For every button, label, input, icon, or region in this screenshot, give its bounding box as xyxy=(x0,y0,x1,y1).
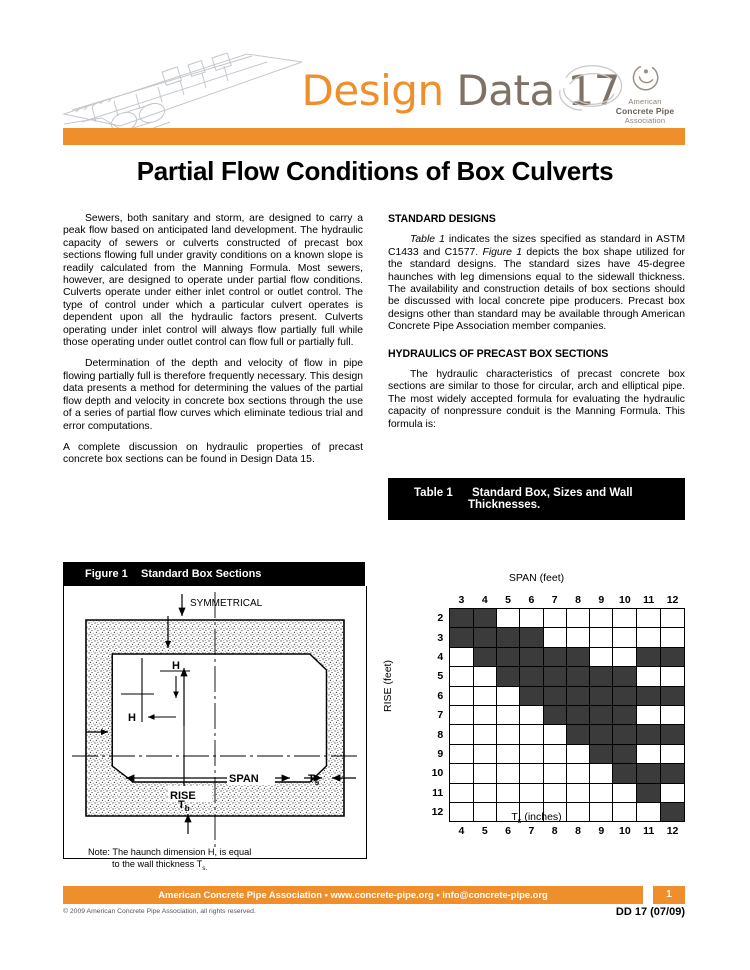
grid-cell-r8-s3 xyxy=(450,725,473,744)
table-row xyxy=(424,686,685,705)
grid-cell-r5-s9 xyxy=(590,667,613,686)
rise-tick-3: 3 xyxy=(437,631,444,644)
grid-cell-r10-s3 xyxy=(450,764,473,783)
ts-tick-2: 6 xyxy=(505,825,511,838)
grid-cell-r3-s7 xyxy=(543,628,566,647)
grid-cell-r2-s5 xyxy=(496,609,519,628)
footer-doc-code: DD 17 (07/09) xyxy=(615,906,685,918)
label-symmetrical: SYMMETRICAL xyxy=(190,598,263,609)
grid-cell-r10-s12 xyxy=(661,764,685,783)
ts-tick-8: 11 xyxy=(643,825,655,838)
figure1-note xyxy=(88,846,368,875)
table1-caption-line2: Thicknesses. xyxy=(468,499,541,511)
grid-cell-r11-s9 xyxy=(590,783,613,802)
grid-cell-r6-s3 xyxy=(450,686,473,705)
grid-cell-r9-s4 xyxy=(473,744,496,763)
table1-caption-line1: Standard Box, Sizes and Wall xyxy=(472,487,633,499)
rise-tick-10: 10 xyxy=(431,767,444,780)
grid-cell-r5-s3 xyxy=(450,667,473,686)
grid-corner xyxy=(424,590,450,609)
grid-cell-r2-s11 xyxy=(637,609,661,628)
grid-cell-r9-s10 xyxy=(613,744,637,763)
span-tick-4: 4 xyxy=(481,594,488,606)
figure1-caption-label: Figure 1 xyxy=(85,568,128,580)
grid-cell-r9-s3 xyxy=(450,744,473,763)
grid-cell-r10-s8 xyxy=(566,764,589,783)
grid-cell-r8-s5 xyxy=(496,725,519,744)
section-heading-hydraulics: HYDRAULICS OF PRECAST BOX SECTIONS xyxy=(388,347,609,360)
rise-tick-12: 12 xyxy=(431,806,444,819)
ts-axis-label-t: T xyxy=(511,811,518,823)
grid-cell-r8-s4 xyxy=(473,725,496,744)
right-text-column xyxy=(388,213,685,440)
table-row xyxy=(424,764,685,783)
grid-cell-r4-s8 xyxy=(566,647,589,666)
table1-grid-area xyxy=(381,520,685,838)
figure1-note-line1: Note: The haunch dimension H, is equal xyxy=(88,847,252,857)
grid-cell-r4-s10 xyxy=(613,647,637,666)
ts-tick-1: 5 xyxy=(481,825,488,838)
grid-cell-r5-s7 xyxy=(543,667,566,686)
span-tick-12: 12 xyxy=(666,594,679,606)
grid-cell-r4-s11 xyxy=(637,647,661,666)
grid-cell-r7-s3 xyxy=(450,705,473,724)
grid-cell-r11-s11 xyxy=(637,783,661,802)
grid-cell-r2-s10 xyxy=(613,609,637,628)
grid-cell-r6-s5 xyxy=(496,686,519,705)
ts-axis-label-sub: s xyxy=(517,816,522,826)
page-header xyxy=(0,0,750,140)
rise-tick-8: 8 xyxy=(437,728,444,741)
ts-tick-7: 10 xyxy=(619,825,631,838)
table-row xyxy=(424,725,685,744)
span-tick-11: 11 xyxy=(643,594,655,606)
grid-cell-r5-s11 xyxy=(637,667,661,686)
grid-cell-r3-s5 xyxy=(496,628,519,647)
acpa-mark-icon xyxy=(600,63,690,91)
table-row xyxy=(424,705,685,724)
italic-table-1-ref: Table 1 xyxy=(410,234,445,246)
grid-cell-r5-s12 xyxy=(661,667,685,686)
grid-cell-r5-s6 xyxy=(520,667,543,686)
figure1-note-line2 xyxy=(88,858,368,875)
grid-cell-r11-s7 xyxy=(543,783,566,802)
header-accent-bar xyxy=(63,128,685,145)
grid-cell-r7-s9 xyxy=(590,705,613,724)
logo-line-association: Association xyxy=(624,116,666,125)
grid-cell-r8-s7 xyxy=(543,725,566,744)
footer-page-number: 1 xyxy=(653,886,685,904)
logo-line-american: American xyxy=(628,97,662,106)
grid-cell-r4-s12 xyxy=(661,647,685,666)
grid-cell-r2-s7 xyxy=(543,609,566,628)
ts-tick-3: 7 xyxy=(528,825,535,838)
grid-cell-r7-s7 xyxy=(543,705,566,724)
span-tick-10: 10 xyxy=(619,594,631,606)
grid-cell-r9-s12 xyxy=(661,744,685,763)
figure1-note-line2-text: to the wall thickness T xyxy=(112,859,203,869)
label-tb: $T_b$ xyxy=(178,799,190,813)
grid-cell-r10-s7 xyxy=(543,764,566,783)
grid-cell-r3-s3 xyxy=(450,628,473,647)
grid-cell-r2-s4 xyxy=(473,609,496,628)
span-axis-label: SPAN (feet) xyxy=(508,572,565,584)
grid-cell-r5-s4 xyxy=(473,667,496,686)
table-row xyxy=(424,744,685,763)
grid-cell-r7-s11 xyxy=(637,705,661,724)
grid-cell-r8-s9 xyxy=(590,725,613,744)
grid-cell-r9-s9 xyxy=(590,744,613,763)
span-tick-8: 8 xyxy=(575,594,581,606)
table1-caption-bar xyxy=(388,478,685,520)
grid-cell-r8-s12 xyxy=(661,725,685,744)
rise-tick-2: 2 xyxy=(437,612,444,625)
table1-caption-label: Table 1 xyxy=(414,487,453,499)
grid-cell-r7-s6 xyxy=(520,705,543,724)
table-row xyxy=(424,609,685,628)
grid-cell-r4-s4 xyxy=(473,647,496,666)
grid-cell-r4-s3 xyxy=(450,647,473,666)
header-title-data: Data 17 xyxy=(443,66,620,115)
grid-cell-r7-s10 xyxy=(613,705,637,724)
footer-bar: American Concrete Pipe Association • www.concrete-pipe.org • info@concrete-pipe.org xyxy=(63,886,643,904)
right-paragraph-1-post: depicts the box shape utilized for the standard designs. The standard sizes have 45-degree haunches with leg dimensions equal to the sidewall thickness. The availability and construction details of box sections should be discussed with local concrete pipe producers. Precast box designs other than standard may be available through American Concrete Pipe Association member companies. xyxy=(388,246,685,333)
grid-cell-r2-s8 xyxy=(566,609,589,628)
grid-cell-r5-s8 xyxy=(566,667,589,686)
grid-cell-r6-s8 xyxy=(566,686,589,705)
acpa-logo xyxy=(600,63,690,125)
grid-cell-r6-s11 xyxy=(637,686,661,705)
grid-cell-r3-s8 xyxy=(566,628,589,647)
grid-cell-r11-s4 xyxy=(473,783,496,802)
grid-cell-r10-s6 xyxy=(520,764,543,783)
grid-cell-r6-s6 xyxy=(520,686,543,705)
header-title-design: Design xyxy=(301,66,444,115)
figure1-caption-text: Standard Box Sections xyxy=(141,568,262,580)
grid-cell-r10-s9 xyxy=(590,764,613,783)
grid-cell-r3-s9 xyxy=(590,628,613,647)
grid-cell-r6-s10 xyxy=(613,686,637,705)
grid-cell-r9-s5 xyxy=(496,744,519,763)
grid-cell-r10-s10 xyxy=(613,764,637,783)
grid-cell-r3-s12 xyxy=(661,628,685,647)
left-paragraph-1: Sewers, both sanitary and storm, are designed to carry a peak flow based on anticipated land development. The hydraulic capacity of sewers or culverts constructed of precast box sections flowing full under gravity conditions on a known slope is readily calculated from the Manning Formula. Most sewers, however, are designed to operate under partial flow conditions. Culverts operate under either inlet control or outlet control. The type of control under which a particular culvert operates is dependent upon all the hydraulic factors present. Culverts operating under inlet control will always flow partially full while those operating under outlet control can flow full or partially full. xyxy=(63,213,363,349)
grid-cell-r5-s5 xyxy=(496,667,519,686)
left-paragraph-2: Determination of the depth and velocity of flow in pipe flowing partially full is therefore frequently necessary. This design data presents a method for determining the values of the partial flow depth and velocity in concrete box sections through the use of a series of partial flow curves which eliminate tedious trial and error computations. xyxy=(63,358,363,432)
grid-cell-r8-s10 xyxy=(613,725,637,744)
grid-cell-r3-s4 xyxy=(473,628,496,647)
grid-cell-r6-s9 xyxy=(590,686,613,705)
grid-cell-r6-s7 xyxy=(543,686,566,705)
label-haunch-h-vertical: H xyxy=(172,660,180,672)
grid-cell-r11-s5 xyxy=(496,783,519,802)
grid-cell-r4-s9 xyxy=(590,647,613,666)
grid-cell-r5-s10 xyxy=(613,667,637,686)
rise-tick-7: 7 xyxy=(437,709,444,722)
ts-axis-label xyxy=(388,811,685,825)
rise-tick-5: 5 xyxy=(437,670,444,683)
box-culvert-cross-section-diagram xyxy=(64,586,366,858)
figure1-drawing-box xyxy=(63,586,367,859)
span-tick-5: 5 xyxy=(505,594,511,606)
right-paragraph-2: The hydraulic characteristics of precast concrete box sections are similar to those for circular, arch and elliptical pipe. The most widely accepted formula for evaluating the hydraulic capacity of nonpressure conduit is the Manning Formula. This formula is: xyxy=(388,369,685,430)
left-paragraph-3: A complete discussion on hydraulic properties of precast concrete box sections can be found in Design Data 15. xyxy=(63,441,363,466)
grid-cell-r10-s5 xyxy=(496,764,519,783)
grid-cell-r7-s8 xyxy=(566,705,589,724)
grid-cell-r3-s10 xyxy=(613,628,637,647)
italic-figure-1-ref: Figure 1 xyxy=(482,246,523,258)
grid-cell-r9-s6 xyxy=(520,744,543,763)
right-paragraph-1-mid: indicates the sizes specified as standard in ASTM C1433 and C1577. xyxy=(388,234,685,258)
figure1-caption-bar xyxy=(63,562,365,586)
size-matrix-table xyxy=(424,590,685,841)
grid-cell-r9-s7 xyxy=(543,744,566,763)
rise-tick-6: 6 xyxy=(437,689,444,702)
grid-cell-r11-s8 xyxy=(566,783,589,802)
grid-cell-r11-s10 xyxy=(613,783,637,802)
grid-cell-r2-s3 xyxy=(450,609,473,628)
page-title: Partial Flow Conditions of Box Culverts xyxy=(136,156,614,186)
section-heading-standard-designs: STANDARD DESIGNS xyxy=(388,213,496,225)
grid-cell-r6-s4 xyxy=(473,686,496,705)
grid-cell-r9-s11 xyxy=(637,744,661,763)
grid-cell-r4-s6 xyxy=(520,647,543,666)
label-rise: RISE xyxy=(170,790,196,802)
grid-cell-r8-s11 xyxy=(637,725,661,744)
rise-tick-9: 9 xyxy=(437,747,444,760)
ts-tick-4: 8 xyxy=(551,825,558,838)
grid-cell-r3-s11 xyxy=(637,628,661,647)
ts-tick-5: 8 xyxy=(575,825,581,838)
label-haunch-h-horizontal: H xyxy=(128,712,136,724)
right-paragraph-1 xyxy=(388,234,685,333)
table-row xyxy=(424,667,685,686)
figure1-note-line2-sub: s. xyxy=(202,864,208,872)
grid-cell-r2-s12 xyxy=(661,609,685,628)
table1-block xyxy=(381,478,685,838)
rise-axis-label: RISE (feet) xyxy=(381,660,394,712)
grid-cell-r11-s12 xyxy=(661,783,685,802)
span-tick-9: 9 xyxy=(598,594,605,606)
grid-cell-r7-s5 xyxy=(496,705,519,724)
span-tick-7: 7 xyxy=(551,594,558,606)
grid-cell-r8-s8 xyxy=(566,725,589,744)
grid-cell-r2-s9 xyxy=(590,609,613,628)
span-tick-3: 3 xyxy=(458,594,465,606)
grid-cell-r6-s12 xyxy=(661,686,685,705)
ts-tick-0: 4 xyxy=(458,825,465,838)
grid-cell-r9-s8 xyxy=(566,744,589,763)
span-tick-6: 6 xyxy=(528,594,535,606)
rise-tick-11: 11 xyxy=(432,786,444,799)
rise-tick-4: 4 xyxy=(437,650,444,663)
grid-cell-r2-s6 xyxy=(520,609,543,628)
grid-cell-r10-s11 xyxy=(637,764,661,783)
footer-copyright: © 2009 American Concrete Pipe Association, all rights reserved. xyxy=(63,908,256,915)
left-text-column xyxy=(63,213,363,476)
grid-cell-r8-s6 xyxy=(520,725,543,744)
grid-cell-r3-s6 xyxy=(520,628,543,647)
grid-cell-r10-s4 xyxy=(473,764,496,783)
grid-cell-r7-s4 xyxy=(473,705,496,724)
table-row xyxy=(424,628,685,647)
ts-tick-9: 12 xyxy=(666,825,679,838)
table-row xyxy=(424,783,685,802)
grid-cell-r7-s12 xyxy=(661,705,685,724)
grid-cell-r4-s5 xyxy=(496,647,519,666)
ts-axis-label-unit: (inches) xyxy=(521,811,562,823)
grid-cell-r11-s3 xyxy=(450,783,473,802)
logo-line-concrete-pipe: Concrete Pipe xyxy=(615,106,675,116)
grid-cell-r4-s7 xyxy=(543,647,566,666)
label-ts: $T_s$ xyxy=(308,773,320,787)
ts-tick-6: 9 xyxy=(598,825,605,838)
figure1-block xyxy=(63,562,365,859)
table-row xyxy=(424,647,685,666)
grid-cell-r11-s6 xyxy=(520,783,543,802)
label-span: SPAN xyxy=(229,773,259,785)
